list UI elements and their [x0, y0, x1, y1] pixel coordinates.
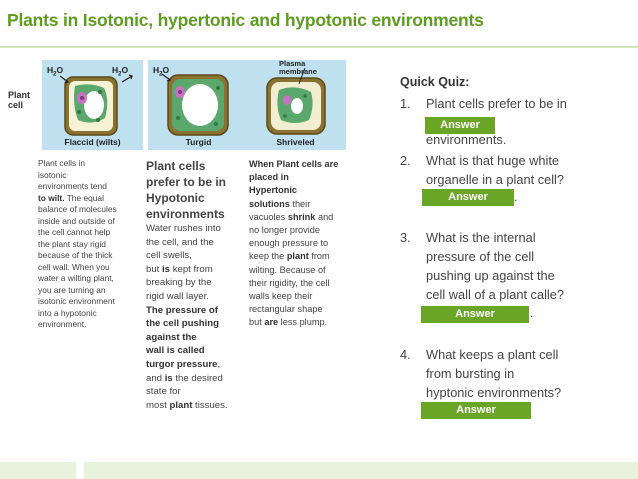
col1-line: isotonic	[38, 169, 67, 180]
col2-bold-line	[146, 304, 246, 318]
col1-line: balance of molecules	[38, 204, 117, 214]
col3-text: but	[249, 317, 265, 328]
col3-line: their rigidity, the cell	[249, 277, 330, 288]
col2-heading-line: Plant cells	[146, 159, 206, 173]
question-number: 4.	[400, 347, 411, 362]
col1-line: Plant cells in	[38, 158, 86, 168]
question-text: organelle in a plant cell?	[426, 172, 565, 187]
turgid-caption: Turgid	[185, 137, 212, 147]
col1-line: water a wilting plant,	[38, 273, 114, 283]
col2-text: tissues.	[192, 399, 228, 411]
col2-line: cell swells,	[146, 250, 192, 262]
col3-line: walls keep their	[249, 291, 313, 302]
col1-text: The equal	[64, 192, 104, 203]
col2-text: the desired	[172, 372, 223, 384]
col2-line	[146, 372, 246, 386]
col3-text: vacuoles	[249, 211, 288, 222]
plant-cell-label	[8, 90, 30, 110]
col2-bold-text: against the	[146, 331, 197, 343]
col3-line: rectangular shape	[249, 304, 323, 315]
col2-heading-line: environments	[146, 207, 225, 221]
col2-bold-text: wall is called	[146, 345, 205, 357]
turgid-cell-diagram	[148, 60, 249, 150]
title-divider	[0, 46, 638, 48]
question-number: 2.	[400, 153, 411, 168]
col2-line: state for	[146, 386, 181, 398]
plant-cell-label-line-1: Plant	[8, 90, 31, 100]
question-text: What keeps a plant cell	[426, 347, 559, 362]
col1-bold-text: to wilt.	[38, 192, 65, 203]
water-label-in: $H_2O$	[47, 65, 64, 78]
col2-heading-line: prefer to be in	[146, 175, 227, 189]
col2-text: ,	[217, 358, 221, 370]
question-text: pressure of the cell	[426, 249, 535, 264]
footer-bar-right	[84, 462, 638, 479]
col3-text: less plump.	[278, 317, 328, 328]
plasma-membrane-label-line-2: membrane	[279, 67, 317, 76]
hypertonic-text-block	[249, 158, 357, 330]
col3-text: from	[308, 251, 330, 262]
question-text: Plant cells prefer to be in	[426, 96, 567, 111]
answer-button-4[interactable]: Answer	[421, 402, 531, 419]
col2-line	[146, 358, 246, 372]
question-number: 3.	[400, 230, 411, 245]
quiz-title: Quick Quiz:	[400, 75, 470, 89]
col2-text: kept from	[170, 263, 213, 275]
slide-title: Plants in Isotonic, hypertonic and hypotonic environments	[7, 10, 484, 30]
col2-bold-text: plant	[169, 399, 193, 411]
col2-text: most	[146, 399, 170, 411]
col3-bold-text: When Plant cells are	[249, 159, 339, 169]
col3-line	[249, 198, 357, 211]
col1-line: environment.	[38, 319, 87, 329]
hypotonic-text-block	[146, 158, 246, 412]
isotonic-text-block	[38, 158, 136, 331]
col2-bold-text: turgor pressure	[146, 358, 218, 370]
col1-line: isotonic environment	[38, 296, 115, 306]
answer-period: .	[530, 306, 534, 320]
col3-bold-text: Hypertonic	[249, 185, 297, 196]
col3-bold-text: placed in	[249, 172, 289, 183]
col2-line: Water rushes into	[146, 223, 221, 234]
col2-bold-text: is	[164, 372, 173, 384]
col1-line: inside and outside of	[38, 215, 115, 226]
footer-bar-left	[0, 462, 76, 479]
col3-bold-text: are	[264, 317, 279, 328]
col3-line	[249, 171, 357, 184]
plasma-membrane-label	[279, 60, 317, 76]
col2-bold-text: the cell pushing	[146, 318, 220, 330]
col3-bold-text: solutions	[249, 198, 290, 209]
col1-line: cell wall. When you	[38, 261, 110, 272]
col2-heading-line: Hypotonic	[146, 191, 205, 205]
question-number: 1.	[400, 96, 411, 111]
col2-line: breaking by the	[146, 277, 212, 289]
col3-line: wilting. Because of	[249, 264, 326, 275]
col3-line	[249, 250, 357, 263]
col3-bold-text: shrink	[287, 211, 316, 222]
col3-bold-text: plant	[286, 251, 309, 262]
question-text: cell wall of a plant calle?	[426, 287, 564, 302]
col1-line: the cell cannot help	[38, 227, 111, 237]
col1-line: because of the thick	[38, 250, 113, 260]
col3-text: and	[315, 211, 334, 222]
flaccid-caption: Flaccid (wilts)	[64, 137, 121, 147]
shriveled-cell-diagram	[245, 60, 346, 150]
col2-bold-line	[146, 344, 246, 358]
question-text: hyptonic environments?	[426, 385, 562, 400]
water-label: $H_2O$	[153, 65, 170, 78]
col2-line	[146, 263, 246, 277]
col3-line	[249, 184, 357, 197]
col2-line: rigid wall layer.	[146, 290, 209, 302]
question-text: What is the internal	[426, 230, 536, 245]
col3-line: enough pressure to	[249, 238, 329, 249]
plasma-membrane-label-line-1: Plasma	[279, 59, 306, 68]
col1-line	[38, 193, 136, 205]
col2-bold-line	[146, 317, 246, 331]
answer-button-1[interactable]: Answer	[425, 117, 495, 134]
col3-line: no longer provide	[249, 225, 320, 236]
col3-line	[249, 158, 357, 171]
col2-bold-text: The pressure of	[146, 304, 218, 316]
question-text: from bursting in	[426, 366, 515, 381]
col2-bold-text: is	[162, 263, 171, 275]
col1-line: the plant stay rigid	[38, 238, 106, 249]
plant-cell-label-line-2: cell	[8, 100, 24, 110]
col3-line	[249, 211, 357, 224]
col2-text: but	[146, 263, 163, 275]
answer-button-3[interactable]: Answer	[421, 306, 529, 323]
question-text: environments.	[426, 132, 507, 147]
col3-text: keep the	[249, 251, 287, 262]
col2-line: the cell, and the	[146, 236, 214, 248]
col1-line: into a hypotonic	[38, 307, 97, 318]
col1-line: environments tend	[38, 181, 107, 191]
answer-button-2[interactable]: Answer	[422, 189, 514, 206]
question-text: pushing up against the	[426, 268, 555, 283]
shriveled-caption: Shriveled	[276, 137, 315, 147]
col2-line	[146, 399, 246, 413]
col2-bold-line	[146, 331, 246, 345]
col2-text: and	[146, 372, 165, 384]
water-label-out: $H_2O$	[112, 65, 129, 78]
col3-text: their	[289, 198, 311, 209]
flaccid-cell-diagram	[42, 60, 143, 150]
col1-line: you are turning an	[38, 284, 106, 295]
col3-line	[249, 316, 357, 329]
answer-period: .	[514, 190, 518, 204]
question-text: What is that huge white	[426, 153, 560, 168]
